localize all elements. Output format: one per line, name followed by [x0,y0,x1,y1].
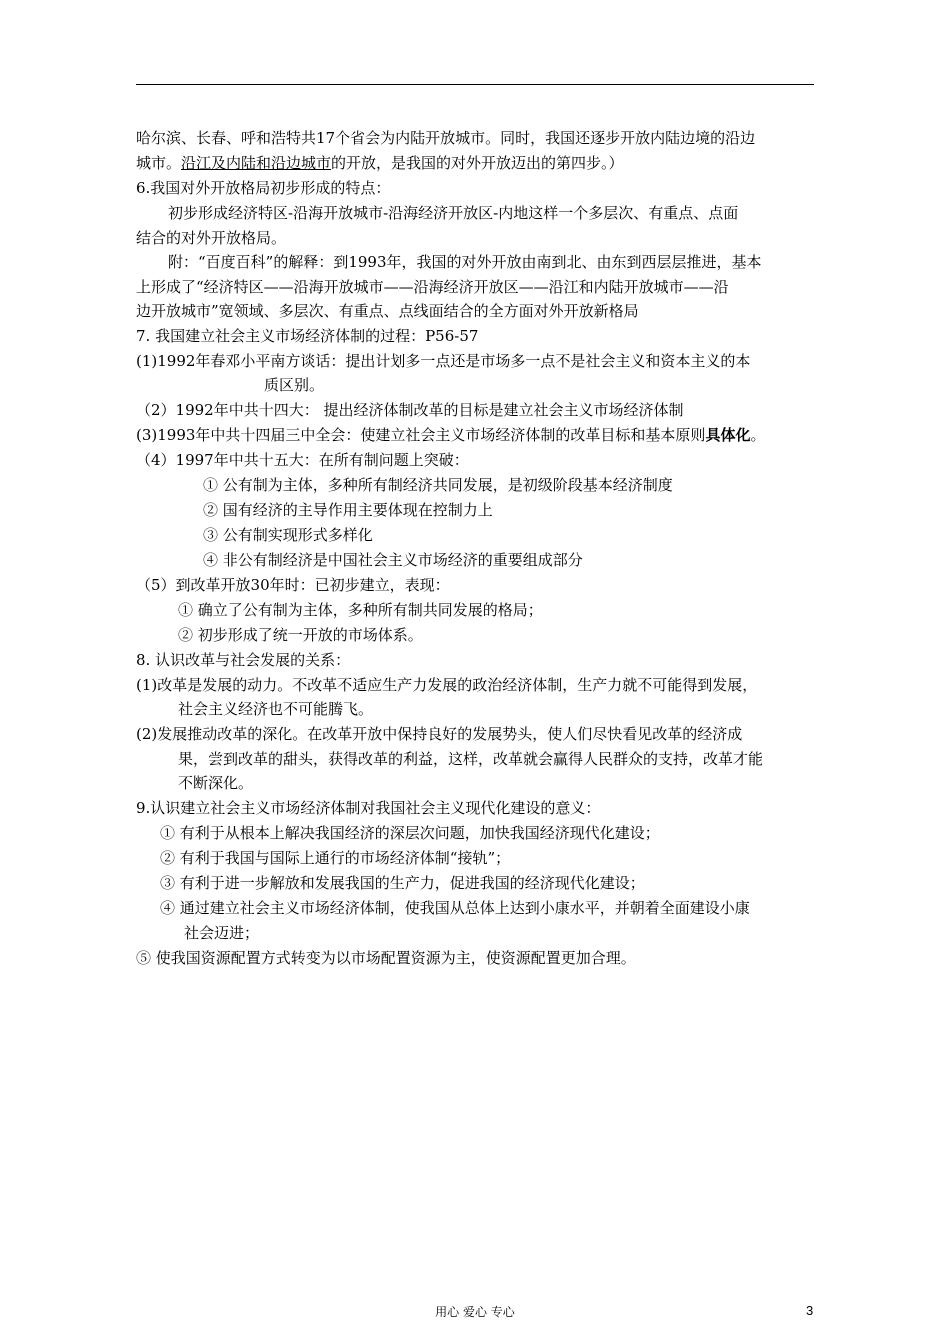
text-line: 不断深化。 [178,774,254,792]
text-line: 哈尔滨、长春、呼和浩特共17个省会为内陆开放城市。同时，我国还逐步开放内陆边境的沿边 [136,129,756,147]
text-line: 边开放城市”宽领域、多层次、有重点、点线面结合的全方面对外开放新格局 [136,302,639,320]
list-item: ① 公有制为主体，多种所有制经济共同发展，是初级阶段基本经济制度 [203,476,673,494]
text-span: (3)1993年中共十四届三中全会：使建立社会主义市场经济体制的改革目标和基本原则 [136,426,706,444]
list-item: ① 有利于从根本上解决我国经济的深层次问题，加快我国经济现代化建设； [160,824,660,842]
text-line [136,153,624,173]
list-item: ② 有利于我国与国际上通行的市场经济体制“接轨”； [160,849,511,867]
page-footer: 用心 爱心 专心 [435,1305,515,1319]
section-heading-8: 8. 认识改革与社会发展的关系： [136,651,351,669]
list-item: ③ 有利于进一步解放和发展我国的生产力，促进我国的经济现代化建设； [160,874,645,892]
text-line: 附：“百度百科”的解释：到1993年，我国的对外开放由南到北、由东到西层层推进，基本 [168,253,762,271]
text-line: 上形成了“经济特区——沿海开放城市——沿海经济开放区——沿江和内陆开放城市——沿 [136,278,729,296]
list-item: ④ 通过建立社会主义市场经济体制，使我国从总体上达到小康水平，并朝着全面建设小康 [160,899,750,917]
text-line: （4）1997年中共十五大：在所有制问题上突破： [136,451,469,469]
underlined-phrase: 沿江及内陆和沿边城市 [181,154,332,172]
text-line: 结合的对外开放格局。 [136,229,287,247]
list-item: ② 初步形成了统一开放的市场体系。 [178,626,423,644]
text-line: 果，尝到改革的甜头，获得改革的利益，这样，改革就会赢得人民群众的支持，改革才能 [178,750,764,768]
list-item: ③ 公有制实现形式多样化 [203,526,373,544]
list-item: ④ 非公有制经济是中国社会主义市场经济的重要组成部分 [203,551,583,569]
section-heading-7: 7. 我国建立社会主义市场经济体制的过程：P56-57 [136,327,479,345]
header-rule [136,84,814,85]
list-item: ⑤ 使我国资源配置方式转变为以市场配置资源为主，使资源配置更加合理。 [136,949,636,967]
text-span: 城市。 [136,154,182,172]
text-line: 质区别。 [264,376,325,394]
text-line: （2）1992年中共十四大： 提出经济体制改革的目标是建立社会主义市场经济体制 [136,401,684,419]
text-line: (2)发展推动改革的深化。在改革开放中保持良好的发展势头，使人们尽快看见改革的经济成 [136,725,743,743]
text-line [136,425,765,445]
text-span: 。 [750,426,766,444]
text-line: （5）到改革开放30年时：已初步建立，表现： [136,576,450,594]
text-span: 的开放，是我国的对外开放迈出的第四步。） [331,154,624,172]
list-item: ① 确立了公有制为主体，多种所有制共同发展的格局； [178,601,543,619]
section-heading-6: 6.我国对外开放格局初步形成的特点： [136,179,391,197]
section-heading-9: 9.认识建立社会主义市场经济体制对我国社会主义现代化建设的意义： [136,799,601,817]
text-line: (1)改革是发展的动力。不改革不适应生产力发展的政治经济体制，生产力就不可能得到发展， [136,676,758,694]
text-line: (1)1992年春邓小平南方谈话：提出计划多一点还是市场多一点不是社会主义和资本主义的本 [136,352,751,370]
page-number: 3 [806,1303,814,1318]
list-item: ② 国有经济的主导作用主要体现在控制力上 [203,501,493,519]
text-line: 初步形成经济特区-沿海开放城市-沿海经济开放区-内地这样一个多层次、有重点、点面 [168,204,739,222]
text-line: 社会主义经济也不可能腾飞。 [178,700,374,718]
text-line: 社会迈进； [184,924,260,942]
bold-phrase: 具体化 [705,426,751,444]
